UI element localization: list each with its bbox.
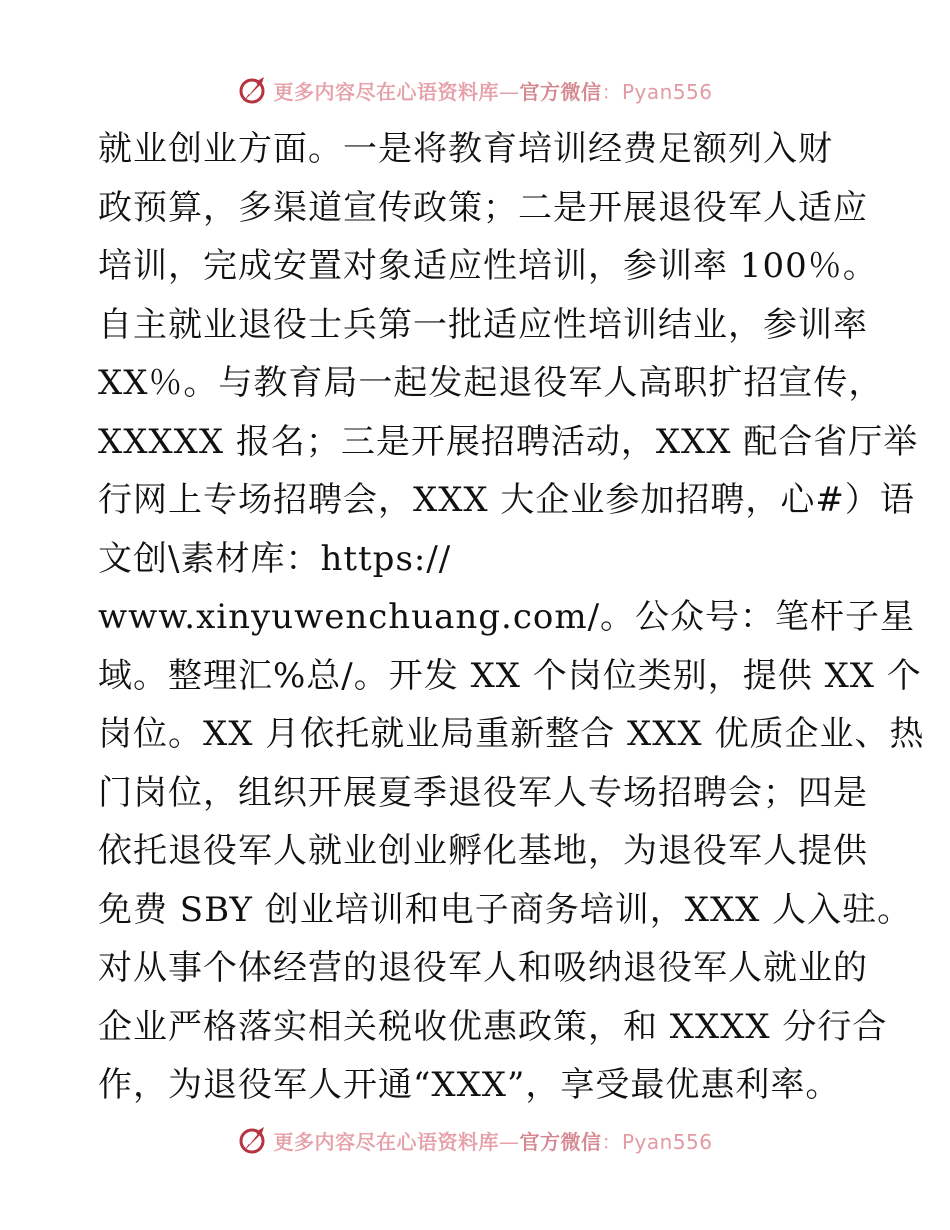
body-line: 自主就业退役士兵第一批适应性培训结业，参训率	[98, 304, 868, 345]
banner-colon: ：	[601, 79, 622, 104]
body-line: 域。整理汇%总/。开发 XX 个岗位类别，提供 XX 个	[98, 655, 922, 696]
banner-official-label: 官方微信	[519, 1129, 602, 1154]
body-line: 岗位。XX 月依托就业局重新整合 XXX 优质企业、热	[98, 714, 925, 754]
body-line: XXXXX 报名；三是开展招聘活动，XXX 配合省厅举	[98, 421, 919, 462]
banner-brand: 更多内容尽在心语资料库	[273, 1129, 499, 1154]
footer-banner	[0, 1120, 950, 1160]
body-line: 文创\素材库：https://	[98, 538, 452, 579]
banner-dash: —	[498, 79, 520, 104]
banner-wechat-id: Pyan556	[621, 79, 713, 104]
banner-text	[273, 76, 712, 105]
body-line: 培训，完成安置对象适应性培训，参训率 100％。	[98, 246, 878, 286]
banner-text	[273, 1126, 712, 1155]
banner-colon: ：	[601, 1129, 622, 1154]
document-body	[98, 120, 925, 1115]
body-line: 政预算，多渠道宣传政策；二是开展退役军人适应	[98, 187, 868, 228]
body-line: 行网上专场招聘会，XXX 大企业参加招聘，心#）语	[98, 480, 915, 520]
quill-logo-icon	[237, 74, 269, 106]
body-line: www.xinyuwenchuang.com/。公众号：笔杆子星	[98, 597, 916, 637]
banner-brand: 更多内容尽在心语资料库	[273, 79, 499, 104]
banner-wechat-id: Pyan556	[621, 1129, 713, 1154]
banner-dash: —	[498, 1129, 520, 1154]
header-banner	[0, 70, 950, 110]
body-line: 免费 SBY 创业培训和电子商务培训，XXX 人入驻。	[98, 889, 913, 930]
body-line: 依托退役军人就业创业孵化基地，为退役军人提供	[98, 831, 868, 871]
quill-logo-icon	[237, 1124, 269, 1156]
body-line: XX％。与教育局一起发起退役军人高职扩招宣传，	[98, 363, 884, 403]
body-line: 企业严格落实相关税收优惠政策，和 XXXX 分行合	[98, 1006, 888, 1047]
body-line: 作，为退役军人开通“XXX”，享受最优惠利率。	[98, 1065, 841, 1105]
body-line: 对从事个体经营的退役军人和吸纳退役军人就业的	[98, 948, 868, 988]
body-line: 就业创业方面。一是将教育培训经费足额列入财	[98, 129, 833, 169]
body-line: 门岗位，组织开展夏季退役军人专场招聘会；四是	[98, 772, 868, 813]
banner-official-label: 官方微信	[519, 79, 602, 104]
